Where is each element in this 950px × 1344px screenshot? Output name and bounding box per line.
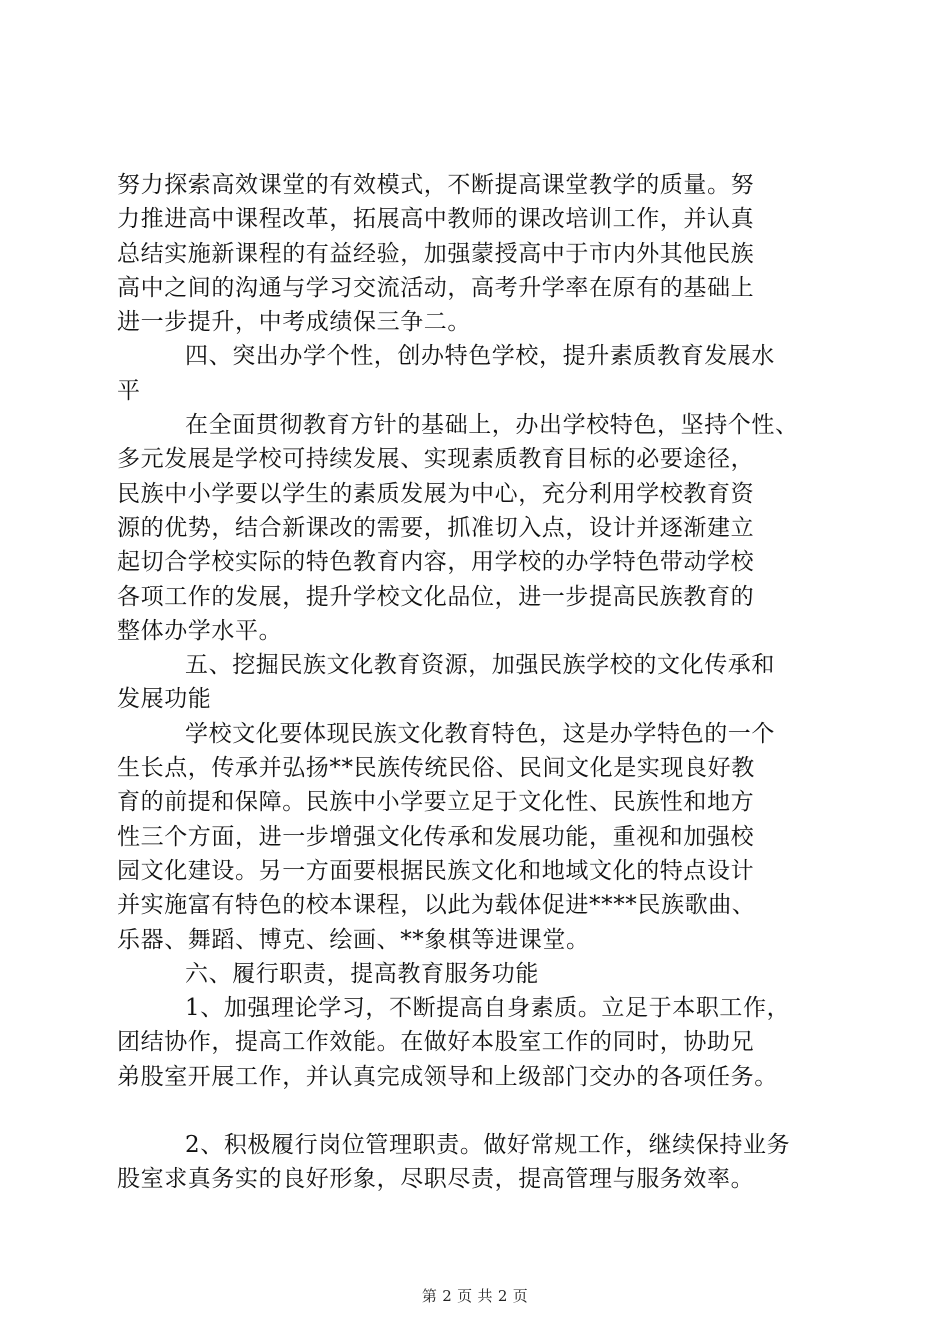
text-line: 民族中小学要以学生的素质发展为中心，充分利用学校教育资 — [117, 480, 755, 507]
text-line: 1、加强理论学习，不断提高自身素质。立足于本职工作， — [185, 995, 791, 1022]
text-line: 多元发展是学校可持续发展、实现素质教育目标的必要途径， — [117, 446, 755, 473]
text-line: 乐器、舞蹈、博克、绘画、**象棋等进课堂。 — [117, 926, 590, 953]
text-line: 并实施富有特色的校本课程，以此为载体促进****民族歌曲、 — [117, 892, 756, 919]
text-line: 2、积极履行岗位管理职责。做好常规工作，继续保持业务 — [185, 1132, 791, 1159]
section-heading-continued: 发展功能 — [117, 686, 212, 713]
text-line: 进一步提升，中考成绩保三争二。 — [117, 309, 471, 336]
text-line: 起切合学校实际的特色教育内容，用学校的办学特色带动学校 — [117, 549, 755, 576]
text-line: 园文化建设。另一方面要根据民族文化和地域文化的特点设计 — [117, 857, 755, 884]
text-line: 在全面贯彻教育方针的基础上，办出学校特色，坚持个性、 — [185, 412, 799, 439]
text-line: 弟股室开展工作，并认真完成领导和上级部门交办的各项任务。 — [117, 1063, 778, 1090]
text-line: 力推进高中课程改革，拓展高中教师的课改培训工作，并认真 — [117, 206, 755, 233]
text-line: 学校文化要体现民族文化教育特色，这是办学特色的一个 — [185, 720, 775, 747]
text-line: 性三个方面，进一步增强文化传承和发展功能，重视和加强校 — [117, 823, 755, 850]
section-heading-continued: 平 — [117, 377, 141, 404]
section-heading: 四、突出办学个性，创办特色学校，提升素质教育发展水 — [185, 343, 775, 370]
text-line: 高中之间的沟通与学习交流活动，高考升学率在原有的基础上 — [117, 274, 755, 301]
document-body — [117, 168, 837, 1197]
text-line: 股室求真务实的良好形象，尽职尽责，提高管理与服务效率。 — [117, 1166, 755, 1193]
section-heading: 六、履行职责，提高教育服务功能 — [185, 960, 539, 987]
text-line: 源的优势，结合新课改的需要，抓准切入点，设计并逐渐建立 — [117, 514, 755, 541]
paragraph-gap — [117, 1094, 837, 1128]
text-line: 生长点，传承并弘扬**民族传统民俗、民间文化是实现良好教 — [117, 755, 755, 782]
text-line: 各项工作的发展，提升学校文化品位，进一步提高民族教育的 — [117, 583, 755, 610]
text-line: 总结实施新课程的有益经验，加强蒙授高中于市内外其他民族 — [117, 240, 755, 267]
page-number-footer: 第 2 页 共 2 页 — [421, 1287, 529, 1305]
text-line: 团结协作，提高工作效能。在做好本股室工作的同时，协助兄 — [117, 1029, 755, 1056]
text-line: 整体办学水平。 — [117, 617, 283, 644]
text-line: 努力探索高效课堂的有效模式，不断提高课堂教学的质量。努 — [117, 172, 755, 198]
text-line: 育的前提和保障。民族中小学要立足于文化性、民族性和地方 — [117, 789, 755, 816]
section-heading: 五、挖掘民族文化教育资源，加强民族学校的文化传承和 — [185, 652, 775, 679]
